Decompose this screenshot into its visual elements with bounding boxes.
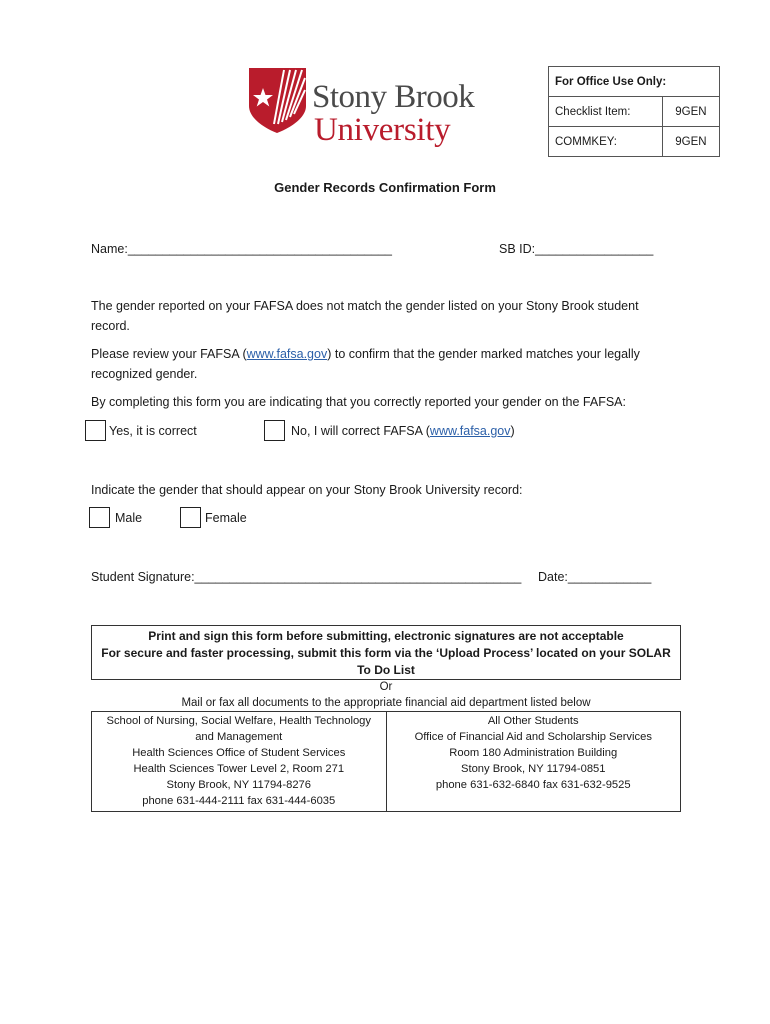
address-line: phone 631-444-2111 fax 631-444-6035 — [142, 795, 336, 807]
no-option-label — [291, 421, 515, 441]
address-line: and Management — [195, 731, 283, 743]
male-checkbox[interactable] — [89, 507, 110, 528]
office-use-row — [549, 127, 720, 157]
office-use-label: Checklist Item: — [549, 97, 663, 127]
address-line: Health Sciences Tower Level 2, Room 271 — [133, 763, 345, 775]
shield-icon — [248, 66, 308, 134]
no-option-suffix: ) — [510, 424, 515, 438]
male-label: Male — [115, 511, 143, 525]
female-label: Female — [205, 511, 247, 525]
female-checkbox[interactable] — [180, 507, 201, 528]
office-use-row — [549, 97, 720, 127]
address-line: Health Sciences Office of Student Services — [132, 747, 346, 759]
brand-name-line1: Stony Brook — [312, 79, 475, 115]
office-use-table — [548, 66, 720, 157]
financial-aid-address — [386, 712, 681, 812]
brand-name-line2: University — [314, 112, 451, 148]
notice-line2: For secure and faster processing, submit this form via the ‘Upload Process’ located on your SOLAR — [101, 646, 671, 660]
notice-line3: To Do List — [357, 663, 415, 677]
address-line: phone 631-632-6840 fax 631-632-9525 — [435, 779, 631, 791]
office-use-value: 9GEN — [662, 127, 719, 157]
review-text-prefix: Please review your FAFSA ( — [91, 347, 247, 361]
address-line: Office of Financial Aid and Scholarship Services — [414, 731, 652, 743]
confirm-instruction: By completing this form you are indicating that you correctly reported your gender on the FAFSA: — [91, 395, 626, 409]
address-line: Stony Brook, NY 11794-0851 — [461, 763, 606, 775]
address-row — [92, 712, 681, 812]
fafsa-link[interactable]: www.fafsa.gov — [429, 424, 511, 438]
no-option-prefix: No, I will correct FAFSA ( — [291, 424, 430, 438]
student-signature-field[interactable]: Student Signature:_______________________________________________ — [91, 570, 522, 584]
date-field[interactable]: Date:____________ — [538, 570, 652, 584]
fafsa-link[interactable]: www.fafsa.gov — [246, 347, 328, 361]
address-line: School of Nursing, Social Welfare, Health Technology — [106, 715, 371, 727]
name-field[interactable]: Name:______________________________________ — [91, 242, 392, 256]
health-sciences-address — [92, 712, 387, 812]
sb-id-field[interactable]: SB ID:_________________ — [499, 242, 654, 256]
mismatch-text-line1: The gender reported on your FAFSA does not match the gender listed on your Stony Brook student — [91, 299, 639, 313]
review-text-line1 — [91, 344, 640, 364]
notice-line1: Print and sign this form before submitting, electronic signatures are not acceptable — [148, 629, 624, 643]
office-use-header-row — [549, 67, 720, 97]
no-checkbox[interactable] — [264, 420, 285, 441]
address-line: Stony Brook, NY 11794-8276 — [166, 779, 311, 791]
review-text-suffix: ) to confirm that the gender marked matches your legally — [327, 347, 640, 361]
office-use-value: 9GEN — [662, 97, 719, 127]
yes-option-label: Yes, it is correct — [109, 424, 197, 438]
review-text-line2: recognized gender. — [91, 367, 198, 381]
address-line: All Other Students — [487, 715, 579, 727]
gender-prompt: Indicate the gender that should appear on your Stony Brook University record: — [91, 483, 523, 497]
form-title: Gender Records Confirmation Form — [274, 180, 496, 195]
or-text: Or — [379, 681, 393, 693]
mismatch-text-line2: record. — [91, 319, 130, 333]
office-use-header: For Office Use Only: — [549, 67, 720, 97]
yes-checkbox[interactable] — [85, 420, 106, 441]
address-line: Room 180 Administration Building — [449, 747, 618, 759]
mail-instruction: Mail or fax all documents to the appropriate financial aid department listed below — [181, 697, 591, 709]
address-table — [91, 711, 681, 812]
office-use-label: COMMKEY: — [549, 127, 663, 157]
submission-notice-box — [91, 625, 681, 680]
